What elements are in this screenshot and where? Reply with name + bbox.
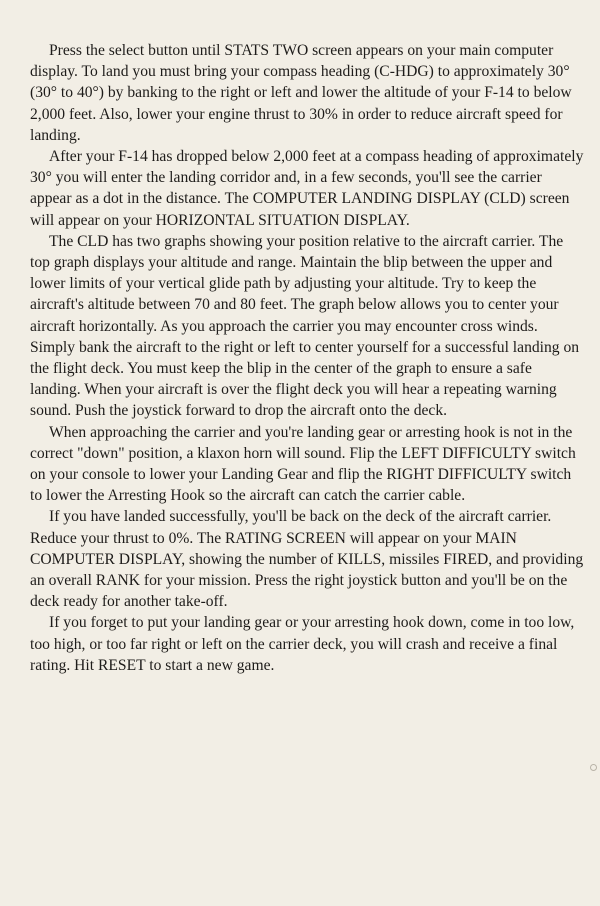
paragraph-gear-hook: When approaching the carrier and you're landing gear or arresting hook is not in the correct "down" position, a klaxon horn will sound. Flip the LEFT DIFFICULTY switch on your console to lower your Landing Gear and flip the RIGHT DIFFICULTY switch to lower the Arresting Hook so the aircraft can catch the carrier cable. [30, 423, 576, 505]
paragraph-crash: If you forget to put your landing gear or your arresting hook down, come in too low, too high, or too far right or left on the carrier deck, you will crash and receive a final rating. Hit RESET to start a new game. [30, 614, 575, 674]
page-mark [590, 764, 597, 771]
body-text [30, 40, 584, 676]
paragraph-cld-graphs: The CLD has two graphs showing your position relative to the aircraft carrier. The top graph displays your altitude and range. Maintain the blip between the upper and lower limits of your vertical glide path by adjusting your altitude. Try to keep the aircraft's altitude between 70 and 80 feet. The graph below allows you to center your aircraft horizontally. As you approach the carrier you may encounter cross winds. Simply bank the aircraft to the right or left to center yourself for a successful landing on the flight deck. You must keep the blip in the center of the graph to ensure a safe landing. When your aircraft is over the flight deck you will hear a repeating warning sound. Push the joystick forward to drop the aircraft onto the deck. [30, 232, 580, 420]
paragraph-rating-screen: If you have landed successfully, you'll be back on the deck of the aircraft carrier. Reduce your thrust to 0%. The RATING SCREEN will appear on your MAIN COMPUTER DISPLAY, showing the number of KILLS, missiles FIRED, and providing an overall RANK for your mission. Press the right joystick button and you'll be on the deck ready for another take-off. [30, 508, 584, 611]
paragraph-landing-corridor: After your F-14 has dropped below 2,000 feet at a compass heading of approximately 30° you will enter the landing corridor and, in a few seconds, you'll see the carrier appear as a dot in the distance. The COMPUTER LANDING DISPLAY (CLD) screen will appear on your HORIZONTAL SITUATION DISPLAY. [30, 148, 584, 229]
paragraph-select-stats: Press the select button until STATS TWO screen appears on your main computer display. To land you must bring your compass heading (C-HDG) to approximately 30° (30° to 40°) by banking to the right or left and lower the altitude of your F-14 to below 2,000 feet. Also, lower your engine thrust to 30% in order to reduce aircraft speed for landing. [30, 42, 572, 144]
